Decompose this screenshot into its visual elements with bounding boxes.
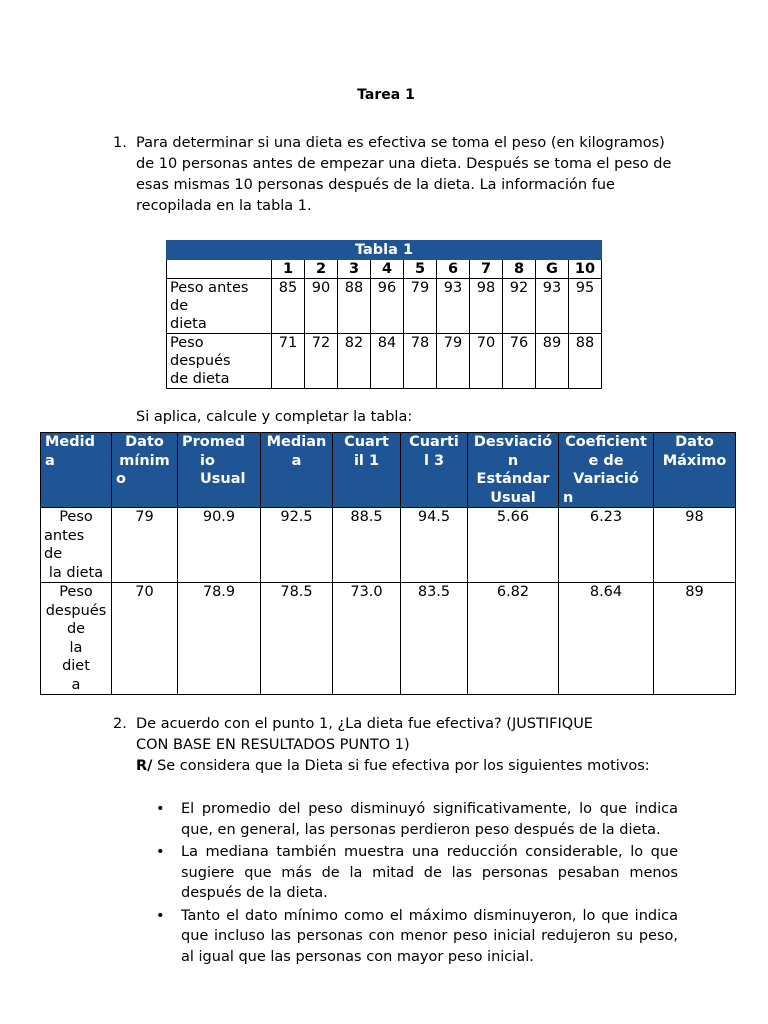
col-header-mediana: Median a [261,433,333,508]
tabla-1-col-header: 3 [338,260,371,279]
table-cell: 93 [437,279,470,334]
col-header-dato-maximo: Dato Máximo [654,433,736,508]
table-row [167,334,602,389]
table-row [41,508,736,583]
table-cell: 89 [536,334,569,389]
tabla-1-col-header: 7 [470,260,503,279]
table-cell: 6.23 [559,508,654,583]
table-cell: 92.5 [261,508,333,583]
tabla-1-col-header: 2 [305,260,338,279]
table-cell: 70 [470,334,503,389]
row-label: Peso antes de la dieta [41,508,112,583]
table-cell: 72 [305,334,338,389]
question-2-line-2: CON BASE EN RESULTADOS PUNTO 1) [136,737,410,753]
bullet-list [156,799,678,969]
table-cell: 94.5 [401,508,468,583]
bullet-icon: • [156,801,165,817]
answer-text: Se considera que la Dieta si fue efectiva por los siguientes motivos: [152,758,650,774]
tabla-1-col-header: 8 [503,260,536,279]
table-cell: 88.5 [333,508,401,583]
col-header-desviacion-estandar: Desviació n Estándar Usual [468,433,559,508]
table-cell: 79 [404,279,437,334]
question-1-text: Para determinar si una dieta es efectiva se toma el peso (en kilogramos) de 10 personas antes de empezar una dieta. Después se toma el peso de esas mismas 10 personas después de la dieta. La información fue recopilada en la tabla 1. [136,135,672,214]
table-cell: 92 [503,279,536,334]
list-item-text: Tanto el dato mínimo como el máximo disminuyeron, lo que indica que incluso las personas con menor peso inicial redujeron su peso, al igual que las personas con mayor peso inicial. [181,907,678,965]
col-header-cuartil-1: Cuart il 1 [333,433,401,508]
row-label: Peso después de la diet a [41,583,112,695]
row-label: Peso antes de dieta [167,279,272,334]
tabla-1 [166,240,602,389]
list-item [156,906,678,968]
col-header-medida: Medid a [41,433,112,508]
table-cell: 78.9 [178,583,261,695]
table-cell: 5.66 [468,508,559,583]
table-cell: 70 [112,583,178,695]
table-cell: 90.9 [178,508,261,583]
table-row [167,279,602,334]
table-cell: 71 [272,334,305,389]
list-item-text: El promedio del peso disminuyó significativamente, lo que indica que, en general, las personas perdieron peso después de la dieta. [181,801,678,838]
question-2-text [136,714,693,777]
table-cell: 76 [503,334,536,389]
question-1-number: 1. [113,135,127,151]
table-cell: 93 [536,279,569,334]
table-cell: 82 [338,334,371,389]
table-cell: 8.64 [559,583,654,695]
table-cell: 88 [569,334,602,389]
question-2-line-1: De acuerdo con el punto 1, ¿La dieta fue efectiva? (JUSTIFIQUE [136,716,593,732]
answer [136,756,693,777]
col-header-promedio-usual: Promed io Usual [178,433,261,508]
answer-prefix: R/ [136,758,153,774]
table-cell: 83.5 [401,583,468,695]
col-header-cuartil-3: Cuarti l 3 [401,433,468,508]
tabla-1-col-header: 1 [272,260,305,279]
list-item [156,799,678,840]
tabla-1-col-header: 6 [437,260,470,279]
list-item [156,842,678,904]
table-cell: 84 [371,334,404,389]
col-header-coeficiente-variacion: Coeficient e de Variació n [559,433,654,508]
instruction-text: Si aplica, calcule y completar la tabla: [136,409,413,425]
table-row [41,583,736,695]
table-cell: 73.0 [333,583,401,695]
table-cell: 89 [654,583,736,695]
row-label: Peso después de dieta [167,334,272,389]
table-cell: 6.82 [468,583,559,695]
table-cell: 85 [272,279,305,334]
page-title: Tarea 1 [357,87,415,103]
table-cell: 90 [305,279,338,334]
question-2 [113,714,693,777]
col-header-dato-minimo: Dato mínim o [112,433,178,508]
tabla-1-header-row [167,260,602,279]
tabla-1-col-header: 10 [569,260,602,279]
tabla-1-col-header: 5 [404,260,437,279]
question-2-number: 2. [113,716,127,732]
table-cell: 98 [654,508,736,583]
table-cell: 98 [470,279,503,334]
table-cell: 79 [112,508,178,583]
tabla-2 [40,432,736,695]
table-cell: 79 [437,334,470,389]
question-1 [113,133,673,217]
bullet-icon: • [156,907,165,924]
table-cell: 96 [371,279,404,334]
table-cell: 78 [404,334,437,389]
bullet-icon: • [156,844,165,860]
tabla-1-col-header: 4 [371,260,404,279]
tabla-1-corner-cell [167,260,272,279]
tabla-2-header-row [41,433,736,508]
tabla-1-col-header: G [536,260,569,279]
table-cell: 78.5 [261,583,333,695]
table-cell: 95 [569,279,602,334]
table-cell: 88 [338,279,371,334]
tabla-1-title: Tabla 1 [167,241,602,260]
list-item-text: La mediana también muestra una reducción considerable, lo que sugiere que más de la mitad de las personas pesaban menos después de la dieta. [181,844,678,901]
